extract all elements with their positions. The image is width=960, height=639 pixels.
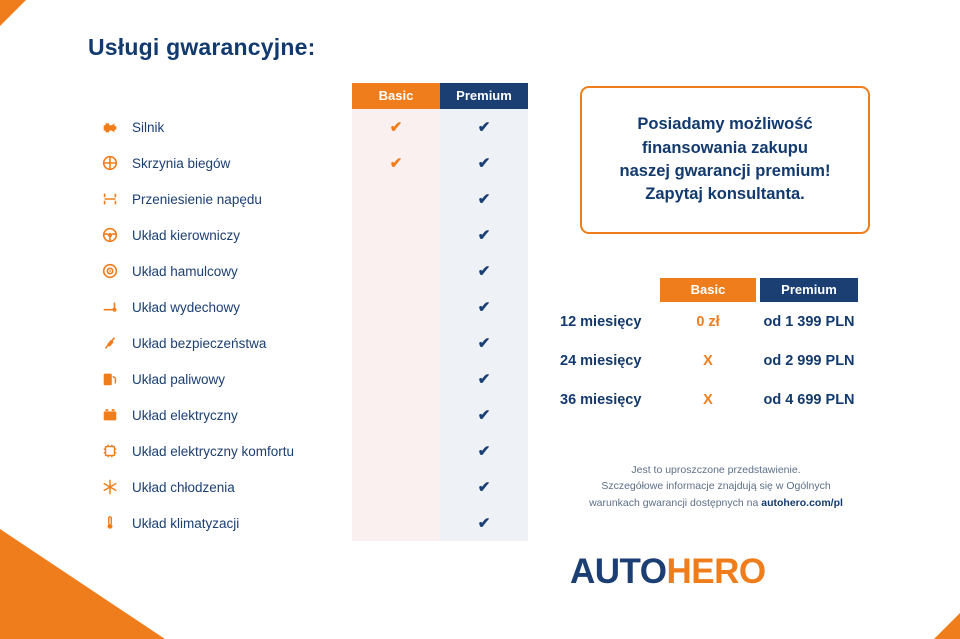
- pricing-basic-value: X: [703, 391, 713, 408]
- pricing-term: 12 miesięcy: [560, 313, 642, 330]
- battery-icon: [100, 405, 120, 425]
- promo-text: [608, 113, 843, 207]
- corner-wedge-bottom-right: [934, 613, 960, 639]
- promo-line-2: finansowania zakupu: [642, 138, 808, 157]
- autohero-logo: [570, 552, 766, 592]
- disclaimer-line-3: [556, 495, 876, 511]
- disclaimer-line-3-prefix: warunkach gwarancji dostępnych na: [589, 496, 762, 509]
- service-name: Układ elektryczny: [132, 407, 238, 423]
- pricing-table-header: [660, 278, 880, 302]
- disclaimer-line-1: Jest to uproszczone przedstawienie.: [631, 464, 801, 476]
- service-label-cell: [86, 297, 352, 317]
- service-premium-value: ✔: [477, 479, 491, 496]
- service-label-cell: [86, 117, 352, 137]
- service-name: Układ klimatyzacji: [132, 515, 240, 531]
- thermometer-icon: [100, 513, 120, 533]
- service-name: Układ paliwowy: [132, 371, 226, 387]
- service-premium-value: ✔: [477, 227, 491, 244]
- pricing-premium-value: od 1 399 PLN: [763, 313, 855, 330]
- warranty-services-panel: [86, 34, 534, 541]
- service-label-cell: [86, 513, 352, 533]
- service-label-cell: [86, 369, 352, 389]
- disclaimer-line-2: Szczegółowe informacje znajdują się w Ogólnych: [601, 480, 831, 493]
- service-premium-value: ✔: [477, 335, 491, 352]
- steering-icon: [100, 225, 120, 245]
- pricing-basic-value: X: [703, 352, 713, 369]
- engine-icon: [100, 117, 120, 137]
- disclaimer: [556, 462, 876, 511]
- page-title: Usługi gwarancyjne:: [88, 34, 316, 60]
- logo-text-hero: HERO: [666, 552, 766, 591]
- service-name: Układ chłodzenia: [132, 479, 235, 495]
- chip-icon: [100, 441, 120, 461]
- gearbox-icon: [100, 153, 120, 173]
- safety-belt-icon: [100, 333, 120, 353]
- service-label-cell: [86, 441, 352, 461]
- service-premium-value: ✔: [477, 299, 491, 316]
- service-name: Skrzynia biegów: [132, 155, 231, 171]
- service-name: Układ elektryczny komfortu: [132, 443, 295, 459]
- promo-line-3: naszej gwarancji premium!: [619, 162, 831, 180]
- promo-line-4: Zapytaj konsultanta.: [645, 185, 805, 204]
- pricing-header-premium: Premium: [760, 278, 858, 302]
- service-name: Układ kierowniczy: [132, 227, 241, 243]
- logo-text-auto: AUTO: [570, 552, 667, 591]
- table-row: [560, 341, 880, 380]
- service-basic-value: ✔: [389, 155, 403, 172]
- table-row: [560, 380, 880, 419]
- corner-wedge-top-left: [0, 0, 26, 26]
- promo-line-1: Posiadamy możliwość: [637, 115, 813, 134]
- table-row: [86, 109, 534, 145]
- service-premium-value: ✔: [477, 191, 491, 208]
- pricing-premium-value: od 2 999 PLN: [763, 352, 855, 369]
- table-row: [86, 397, 534, 433]
- drivetrain-icon: [100, 189, 120, 209]
- table-row: [86, 181, 534, 217]
- pricing-header-basic: Basic: [660, 278, 756, 302]
- table-row: [86, 325, 534, 361]
- table-row: [86, 217, 534, 253]
- service-label-cell: [86, 261, 352, 281]
- service-name: Układ wydechowy: [132, 299, 241, 315]
- service-label-cell: [86, 333, 352, 353]
- table-row: [86, 289, 534, 325]
- service-label-cell: [86, 153, 352, 173]
- service-premium-value: ✔: [477, 371, 491, 388]
- exhaust-icon: [100, 297, 120, 317]
- table-row: [86, 505, 534, 541]
- table-row: [86, 253, 534, 289]
- corner-wedge-bottom-left: [0, 529, 165, 639]
- pricing-premium-value: od 4 699 PLN: [763, 391, 855, 408]
- table-row: [560, 302, 880, 341]
- pricing-term: 36 miesięcy: [560, 391, 642, 408]
- table-row: [86, 361, 534, 397]
- service-basic-value: ✔: [389, 119, 403, 136]
- services-header-premium: Premium: [440, 83, 528, 109]
- service-label-cell: [86, 189, 352, 209]
- service-label-cell: [86, 225, 352, 245]
- service-premium-value: ✔: [477, 155, 491, 172]
- pricing-term: 24 miesięcy: [560, 352, 642, 369]
- service-label-cell: [86, 477, 352, 497]
- services-header-basic: Basic: [352, 83, 440, 109]
- table-row: [86, 469, 534, 505]
- services-table: [86, 83, 534, 541]
- service-label-cell: [86, 405, 352, 425]
- service-name: Silnik: [132, 119, 165, 135]
- service-premium-value: ✔: [477, 263, 491, 280]
- pricing-table: [560, 278, 880, 419]
- financing-promo-box: [580, 86, 870, 234]
- service-name: Układ hamulcowy: [132, 263, 238, 279]
- service-name: Układ bezpieczeństwa: [132, 335, 267, 351]
- services-table-header: [352, 83, 528, 109]
- snowflake-icon: [100, 477, 120, 497]
- service-name: Przeniesienie napędu: [132, 191, 262, 207]
- table-row: [86, 433, 534, 469]
- service-premium-value: ✔: [477, 443, 491, 460]
- table-row: [86, 145, 534, 181]
- service-premium-value: ✔: [477, 119, 491, 136]
- brake-icon: [100, 261, 120, 281]
- service-premium-value: ✔: [477, 407, 491, 424]
- autohero-link[interactable]: autohero.com/pl: [761, 496, 843, 509]
- pricing-basic-value: 0 zł: [696, 313, 720, 330]
- fuel-pump-icon: [100, 369, 120, 389]
- service-premium-value: ✔: [477, 515, 491, 532]
